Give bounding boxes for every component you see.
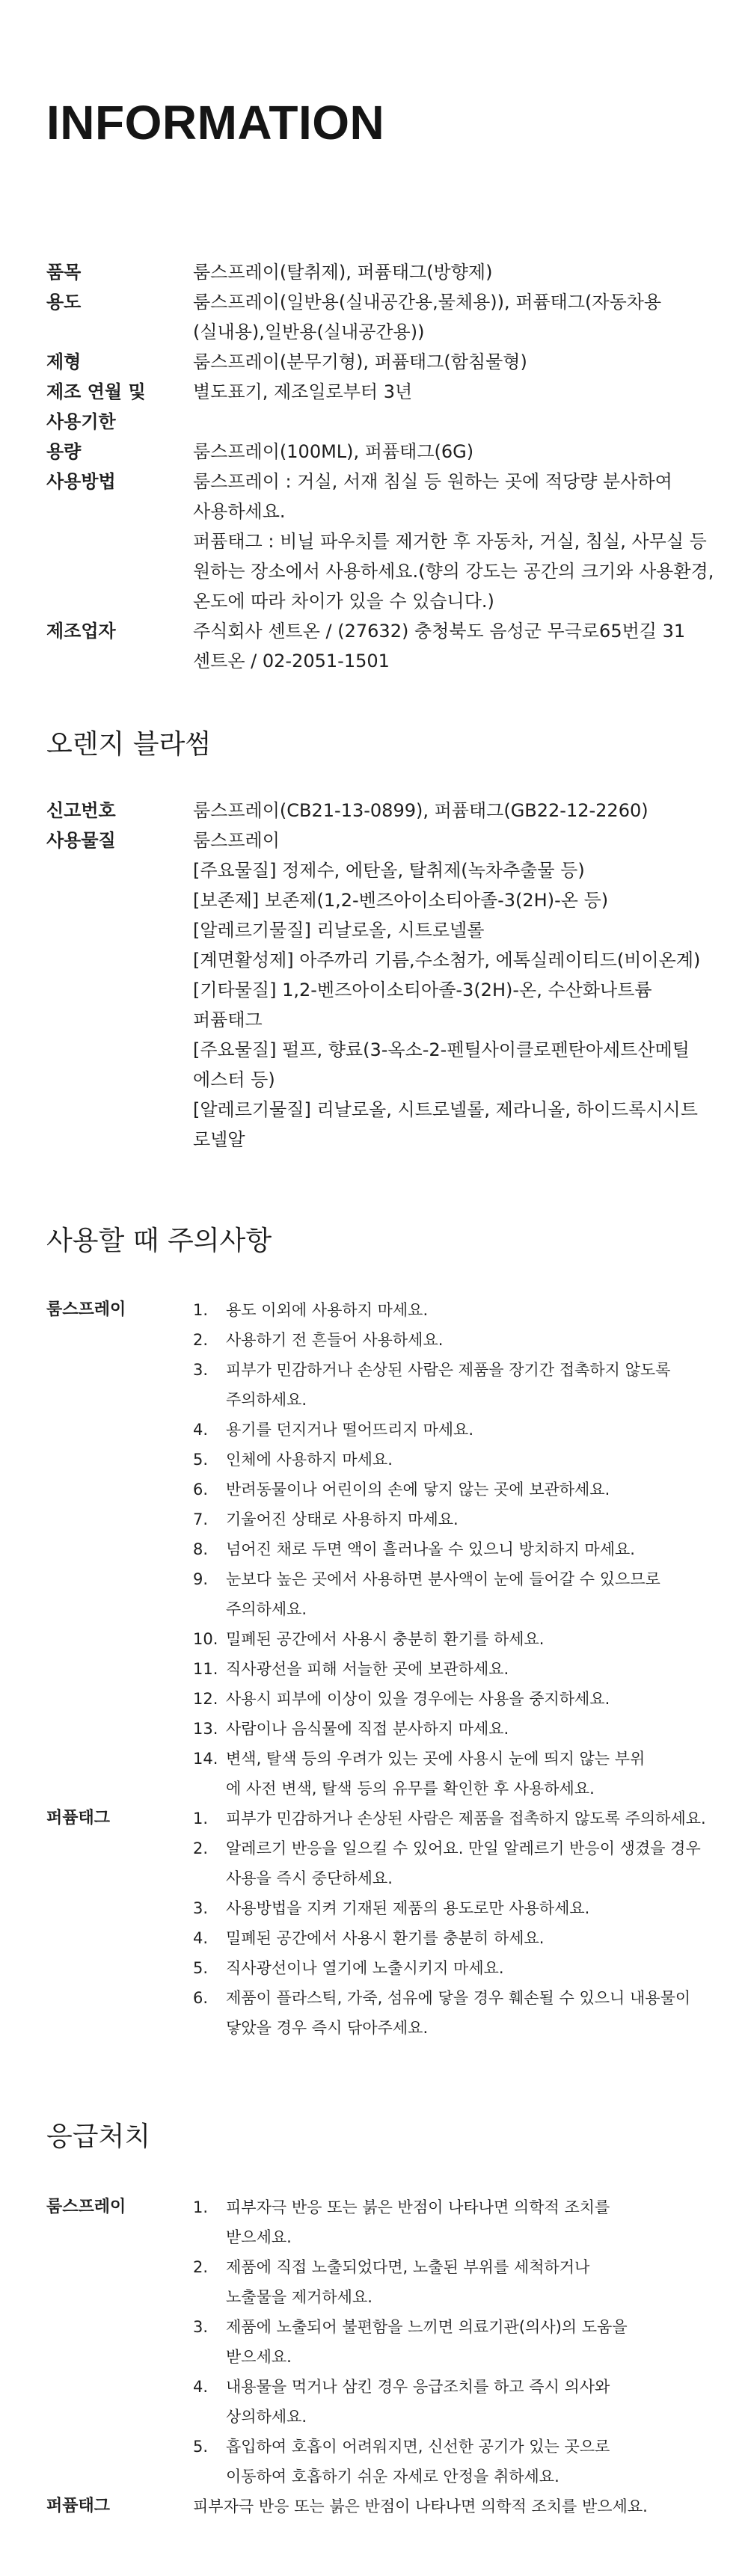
list-item-line: 흡입하여 호흡이 어려워지면, 신선한 공기가 있는 곳으로 — [226, 2438, 610, 2456]
info-row — [46, 796, 720, 826]
cautions-heading: 사용할 때 주의사항 — [46, 1226, 272, 1256]
info-value-line: [알레르기물질] 리날로올, 시트로넬롤, 제라니올, 하이드록시시트 — [193, 1099, 698, 1120]
list-item-number: 4. — [193, 1421, 209, 1439]
info-label-line: 용도 — [46, 292, 82, 313]
list-item — [193, 1564, 720, 1624]
list-item-number: 1. — [193, 1810, 209, 1828]
list-item-line: 직사광선이나 열기에 노출시키지 마세요. — [226, 1959, 504, 1977]
info-row — [46, 616, 720, 676]
info-label-line: 제형 — [46, 351, 82, 372]
list-item — [193, 1355, 720, 1415]
list-item-text — [226, 1804, 720, 1833]
list-item — [193, 1415, 720, 1445]
product-name-heading: 오렌지 블라썸 — [46, 729, 212, 760]
info-value-line: [계면활성제] 아주까리 기름,수소첨가, 에톡실레이티드(비이온계) — [193, 950, 701, 971]
info-value — [193, 826, 720, 1155]
list-item — [193, 2372, 720, 2432]
info-value-line: 원하는 장소에서 사용하세요.(향의 강도는 공간의 크기와 사용환경, — [193, 561, 714, 582]
info-value-line: 룸스프레이(일반용(실내공간용,물체용)), 퍼퓸태그(자동차용 — [193, 292, 662, 313]
notes-row — [46, 1295, 720, 1804]
list-item-number: 2. — [193, 1331, 209, 1349]
list-item-text — [226, 1684, 720, 1714]
info-value-line: 로넬알 — [193, 1129, 245, 1150]
info-value — [193, 616, 720, 676]
list-item-text — [226, 2432, 720, 2492]
list-item-line: 피부가 민감하거나 손상된 사람은 제품을 장기간 접촉하지 않도록 — [226, 1361, 671, 1379]
first-aid-tag-label: 퍼퓸태그 — [46, 2497, 111, 2515]
info-label — [46, 287, 193, 347]
list-item-number: 7. — [193, 1510, 209, 1528]
list-item-line: 사람이나 음식물에 직접 분사하지 마세요. — [226, 1720, 509, 1738]
list-item-text — [226, 1534, 720, 1564]
product-info-table — [46, 257, 720, 676]
info-value-line: 주식회사 센트온 / (27632) 충청북도 음성군 무극로65번길 31 — [193, 621, 686, 642]
info-row — [46, 287, 720, 347]
first-aid-tag-text: 피부자극 반응 또는 붉은 반점이 나타나면 의학적 조치를 받으세요. — [193, 2497, 648, 2515]
info-value-line: [주요물질] 정제수, 에탄올, 탈취제(녹차추출물 등) — [193, 860, 585, 881]
notes-group-label: 룸스프레이 — [46, 2198, 126, 2216]
list-item — [193, 1295, 720, 1325]
list-item-line: 밀폐된 공간에서 사용시 충분히 환기를 하세요. — [226, 1630, 545, 1648]
list-item-line: 직사광선을 피해 서늘한 곳에 보관하세요. — [226, 1660, 509, 1678]
info-label-line: 용량 — [46, 441, 82, 462]
info-value-line: 퍼퓸태그 — [193, 1009, 263, 1030]
first-aid-room-spray — [46, 2192, 720, 2492]
info-row — [46, 467, 720, 616]
info-label-line: 사용기한 — [46, 411, 116, 432]
info-value-line: 온도에 따라 차이가 있을 수 있습니다.) — [193, 591, 494, 612]
cautions-room-spray — [46, 1295, 720, 1804]
list-item-line: 받으세요. — [226, 2348, 292, 2366]
list-item-line: 피부가 민감하거나 손상된 사람은 제품을 접촉하지 않도록 주의하세요. — [226, 1810, 706, 1828]
list-item-number: 14. — [193, 1750, 218, 1768]
list-item-number: 4. — [193, 2378, 209, 2396]
list-item-line: 노출물을 제거하세요. — [226, 2288, 373, 2306]
list-item-text — [226, 1295, 720, 1325]
list-item-line: 이동하여 호흡하기 쉬운 자세로 안정을 취하세요. — [226, 2468, 560, 2486]
list-item-line: 반려동물이나 어린이의 손에 닿지 않는 곳에 보관하세요. — [226, 1481, 610, 1498]
list-item-number: 5. — [193, 1959, 209, 1977]
list-item-text — [226, 1983, 720, 2043]
list-item — [193, 1534, 720, 1564]
info-label — [46, 796, 193, 826]
info-value-line: 별도표기, 제조일로부터 3년 — [193, 381, 413, 402]
list-item-line: 알레르기 반응을 일으킬 수 있어요. 만일 알레르기 반응이 생겼을 경우 — [226, 1839, 701, 1857]
list-item-line: 상의하세요. — [226, 2408, 307, 2426]
info-label-line: 제조 연월 및 — [46, 381, 146, 402]
list-item — [193, 1654, 720, 1684]
list-item-line: 제품에 노출되어 불편함을 느끼면 의료기관(의사)의 도움을 — [226, 2318, 628, 2336]
list-item-number: 5. — [193, 1451, 209, 1469]
info-value — [193, 437, 720, 467]
list-item-line: 사용하기 전 흔들어 사용하세요. — [226, 1331, 444, 1349]
list-item-number: 6. — [193, 1481, 209, 1498]
list-item-line: 에 사전 변색, 탈색 등의 유무를 확인한 후 사용하세요. — [226, 1780, 595, 1798]
list-item-number: 13. — [193, 1720, 218, 1738]
list-item-line: 받으세요. — [226, 2228, 292, 2246]
list-item-line: 넘어진 채로 두면 액이 흘러나올 수 있으니 방치하지 마세요. — [226, 1540, 635, 1558]
list-item-number: 10. — [193, 1630, 218, 1648]
list-item-line: 주의하세요. — [226, 1600, 307, 1618]
info-label-line: 사용방법 — [46, 471, 116, 492]
list-item-line: 피부자극 반응 또는 붉은 반점이 나타나면 의학적 조치를 — [226, 2198, 610, 2216]
list-item-text — [226, 1355, 720, 1415]
list-item — [193, 1714, 720, 1744]
list-item-line: 인체에 사용하지 마세요. — [226, 1451, 393, 1469]
notes-row — [46, 2192, 720, 2492]
info-value-line: (실내용),일반용(실내공간용)) — [193, 322, 425, 342]
list-item-line: 제품에 직접 노출되었다면, 노출된 부위를 세척하거나 — [226, 2258, 590, 2276]
list-item-number: 4. — [193, 1929, 209, 1947]
list-item-number: 3. — [193, 2318, 209, 2336]
list-item — [193, 1624, 720, 1654]
list-item-number: 8. — [193, 1540, 209, 1558]
list-item-line: 제품이 플라스틱, 가죽, 섬유에 닿을 경우 훼손될 수 있으니 내용물이 — [226, 1989, 691, 2007]
list-item-number: 1. — [193, 2198, 209, 2216]
list-item — [193, 1893, 720, 1923]
info-row — [46, 257, 720, 287]
info-label-line: 품목 — [46, 262, 82, 283]
list-item-number: 11. — [193, 1660, 218, 1678]
notes-group-label: 룸스프레이 — [46, 1300, 126, 1319]
info-label — [46, 826, 193, 1155]
info-label-line: 제조업자 — [46, 621, 116, 642]
info-label — [46, 616, 193, 676]
info-value — [193, 257, 720, 287]
list-item-text — [226, 1475, 720, 1504]
list-item-text — [226, 1445, 720, 1475]
list-item — [193, 1445, 720, 1475]
list-item-line: 용기를 던지거나 떨어뜨리지 마세요. — [226, 1421, 473, 1439]
info-value-line: 룸스프레이(탈취제), 퍼퓸태그(방향제) — [193, 262, 493, 283]
info-row — [46, 377, 720, 437]
first-aid-tag-row — [46, 2492, 720, 2521]
list-item-line: 용도 이외에 사용하지 마세요. — [226, 1301, 429, 1319]
list-item-number: 2. — [193, 1839, 209, 1857]
list-item-text — [226, 1953, 720, 1983]
numbered-list — [193, 1804, 720, 2043]
list-item-text — [226, 2312, 720, 2372]
list-item-line: 닿았을 경우 즉시 닦아주세요. — [226, 2019, 429, 2037]
numbered-list — [193, 2192, 720, 2492]
list-item — [193, 2252, 720, 2312]
list-item-number: 1. — [193, 1301, 209, 1319]
info-value — [193, 796, 720, 826]
info-label — [46, 347, 193, 377]
info-value — [193, 467, 720, 616]
list-item — [193, 1953, 720, 1983]
info-value-line: 룸스프레이(CB21-13-0899), 퍼퓸태그(GB22-12-2260) — [193, 800, 649, 821]
list-item-text — [226, 1833, 720, 1893]
list-item-text — [226, 2192, 720, 2252]
info-value-line: 에스터 등) — [193, 1069, 275, 1090]
list-item-text — [226, 1654, 720, 1684]
list-item-number: 6. — [193, 1989, 209, 2007]
info-value — [193, 287, 720, 347]
list-item — [193, 1504, 720, 1534]
info-value-line: 사용하세요. — [193, 501, 286, 522]
notes-group-label: 퍼퓸태그 — [46, 1809, 111, 1828]
list-item — [193, 2312, 720, 2372]
info-value-line: [기타물질] 1,2-벤즈아이소티아졸-3(2H)-온, 수산화나트륨 — [193, 980, 652, 1000]
list-item-text — [226, 1714, 720, 1744]
list-item-text — [226, 2252, 720, 2312]
list-item-text — [226, 1564, 720, 1624]
page-title: INFORMATION — [46, 96, 385, 150]
info-row — [46, 826, 720, 1155]
info-value-line: [주요물질] 펄프, 향료(3-옥소-2-펜틸사이클로펜탄아세트산메틸 — [193, 1039, 690, 1060]
list-item-number: 3. — [193, 1899, 209, 1917]
info-value-line: 룸스프레이 : 거실, 서재 침실 등 원하는 곳에 적당량 분사하여 — [193, 471, 672, 492]
list-item-number: 12. — [193, 1690, 218, 1708]
list-item-text — [226, 1744, 720, 1804]
list-item-line: 사용을 즉시 중단하세요. — [226, 1869, 393, 1887]
list-item — [193, 1325, 720, 1355]
info-value-line: 센트온 / 02-2051-1501 — [193, 651, 390, 671]
list-item-text — [226, 1624, 720, 1654]
info-label-line: 사용물질 — [46, 830, 116, 851]
list-item — [193, 1923, 720, 1953]
list-item-line: 주의하세요. — [226, 1391, 307, 1409]
info-value-line: 룸스프레이(분무기형), 퍼퓸태그(함침물형) — [193, 351, 527, 372]
info-label — [46, 437, 193, 467]
list-item — [193, 2192, 720, 2252]
list-item-text — [226, 1923, 720, 1953]
list-item-line: 사용시 피부에 이상이 있을 경우에는 사용을 중지하세요. — [226, 1690, 610, 1708]
list-item — [193, 1833, 720, 1893]
list-item-text — [226, 1325, 720, 1355]
list-item-text — [226, 2372, 720, 2432]
info-label — [46, 377, 193, 437]
info-label-line: 신고번호 — [46, 800, 116, 821]
info-value-line: [보존제] 보존제(1,2-벤즈아이소티아졸-3(2H)-온 등) — [193, 890, 609, 911]
list-item — [193, 1804, 720, 1833]
list-item-line: 밀폐된 공간에서 사용시 환기를 충분히 하세요. — [226, 1929, 545, 1947]
first-aid-perfume-tag — [46, 2492, 720, 2521]
info-value-line: 룸스프레이 — [193, 830, 280, 851]
list-item-line: 눈보다 높은 곳에서 사용하면 분사액이 눈에 들어갈 수 있으므로 — [226, 1570, 660, 1588]
numbered-list — [193, 1295, 720, 1804]
first-aid-heading: 응급처치 — [46, 2121, 151, 2152]
list-item-number: 9. — [193, 1570, 209, 1588]
info-value — [193, 347, 720, 377]
list-item-text — [226, 1893, 720, 1923]
info-value-line: [알레르기물질] 리날로올, 시트로넬롤 — [193, 920, 485, 941]
info-label — [46, 467, 193, 616]
list-item-line: 내용물을 먹거나 삼킨 경우 응급조치를 하고 즉시 의사와 — [226, 2378, 610, 2396]
list-item-line: 사용방법을 지켜 기재된 제품의 용도로만 사용하세요. — [226, 1899, 590, 1917]
notes-row — [46, 1804, 720, 2043]
list-item-text — [226, 1504, 720, 1534]
list-item — [193, 1684, 720, 1714]
info-row — [46, 437, 720, 467]
info-value-line: 퍼퓸태그 : 비닐 파우치를 제거한 후 자동차, 거실, 침실, 사무실 등 — [193, 531, 707, 552]
list-item — [193, 1983, 720, 2043]
list-item-number: 5. — [193, 2438, 209, 2456]
info-row — [46, 347, 720, 377]
info-value — [193, 377, 720, 437]
cautions-perfume-tag — [46, 1804, 720, 2043]
list-item — [193, 2432, 720, 2492]
list-item-line: 기울어진 상태로 사용하지 마세요. — [226, 1510, 459, 1528]
list-item-line: 변색, 탈색 등의 우려가 있는 곳에 사용시 눈에 띄지 않는 부위 — [226, 1750, 646, 1768]
info-label — [46, 257, 193, 287]
list-item-text — [226, 1415, 720, 1445]
product-detail-table — [46, 796, 720, 1155]
list-item-number: 2. — [193, 2258, 209, 2276]
list-item — [193, 1744, 720, 1804]
list-item-number: 3. — [193, 1361, 209, 1379]
info-value-line: 룸스프레이(100ML), 퍼퓸태그(6G) — [193, 441, 474, 462]
list-item — [193, 1475, 720, 1504]
